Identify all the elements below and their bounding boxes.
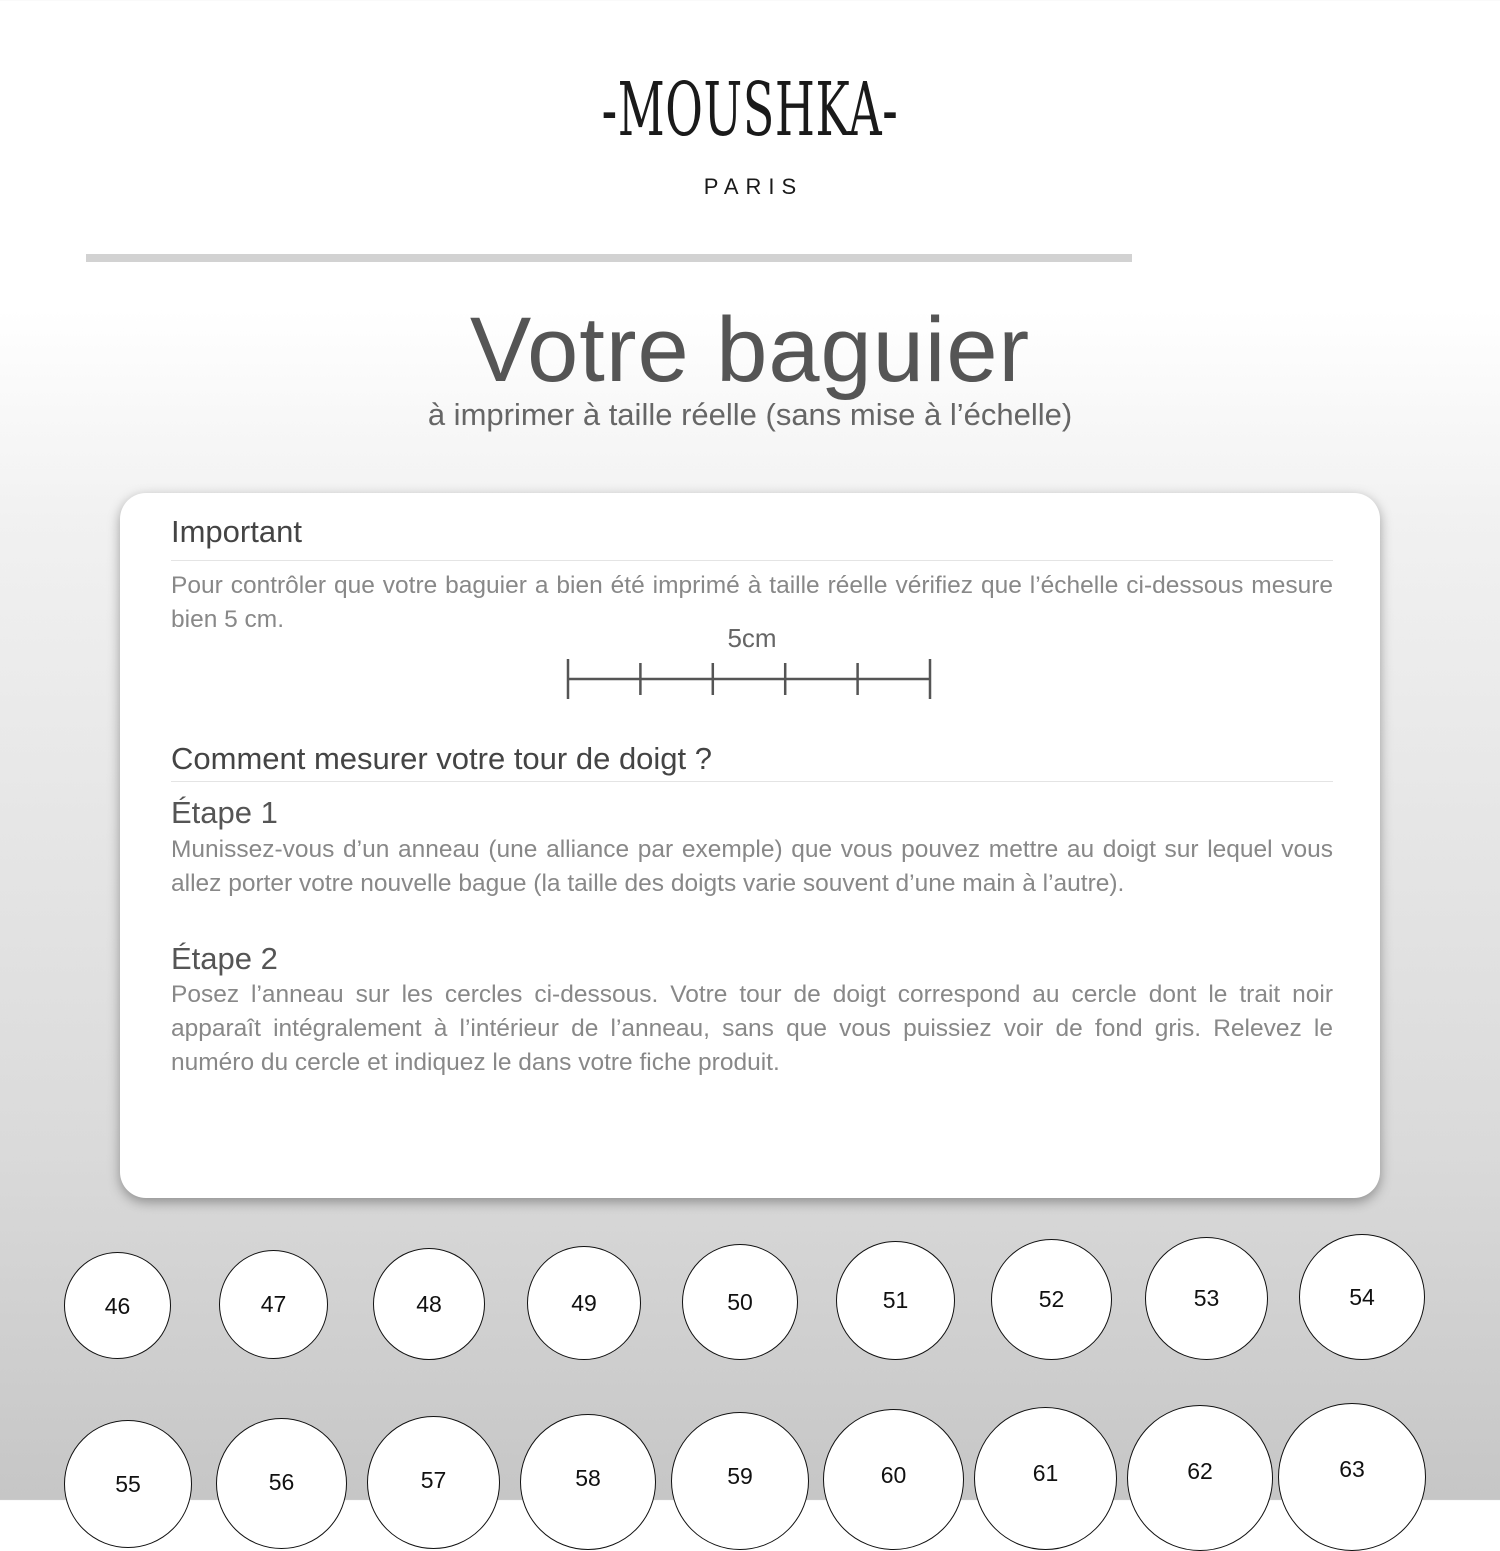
ring-size-circle: 59 [671,1412,809,1550]
step-1-title: Étape 1 [171,795,278,830]
important-heading: Important [171,514,302,549]
scale-label: 5cm [727,623,777,653]
important-divider [171,560,1333,561]
ring-size-circle: 49 [527,1246,641,1360]
ring-size-circle: 48 [373,1248,485,1360]
page-title: Votre baguier [469,299,1031,401]
ring-size-circle: 50 [682,1244,798,1360]
step-1-text: Munissez-vous d’un anneau (une alliance par exemple) que vous pouvez mettre au doigt sur lequel vous allez porter votre nouvelle bague (la taille des doigts varie souvent d’une main à l’autre). [171,836,1333,897]
ring-size-circle: 54 [1299,1234,1425,1360]
scale-ruler [564,657,934,701]
page-subtitle: à imprimer à taille réelle (sans mise à l’échelle) [427,397,1073,432]
brand-logo [0,62,1500,200]
howto-divider [171,781,1333,782]
ring-size-circle: 51 [836,1241,955,1360]
ring-size-circle: 61 [974,1407,1117,1550]
brand-name: -MOUSHKA- [601,67,899,153]
ring-size-circle: 60 [823,1409,964,1550]
ring-size-circle: 62 [1127,1405,1273,1551]
important-text: Pour contrôler que votre baguier a bien été imprimé à taille réelle vérifiez que l’échelle ci-dessous mesure bien 5 cm. [171,572,1333,633]
ring-size-circle: 63 [1278,1403,1426,1551]
header-divider [86,254,1132,262]
step-2-title: Étape 2 [171,941,278,976]
step-2-text: Posez l’anneau sur les cercles ci-dessous. Votre tour de doigt correspond au cercle dont le trait noir apparaît intégralement à l’intérieur de l’anneau, sans que vous puissiez voir de fond gris. Relevez le numéro du cercle et indiquez le dans votre fiche produit. [171,981,1333,1076]
ring-size-circle: 58 [520,1414,656,1550]
ring-size-circle: 55 [64,1420,192,1548]
ring-size-circle: 53 [1145,1237,1268,1360]
ring-size-circle: 57 [367,1416,500,1549]
brand-location: PARIS [703,174,804,199]
howto-heading: Comment mesurer votre tour de doigt ? [171,741,713,776]
ring-size-circle: 56 [216,1418,347,1549]
ring-size-circle: 52 [991,1239,1112,1360]
instructions-card [120,493,1380,1198]
ring-size-circle: 47 [219,1250,328,1359]
ring-size-circle: 46 [64,1252,171,1359]
